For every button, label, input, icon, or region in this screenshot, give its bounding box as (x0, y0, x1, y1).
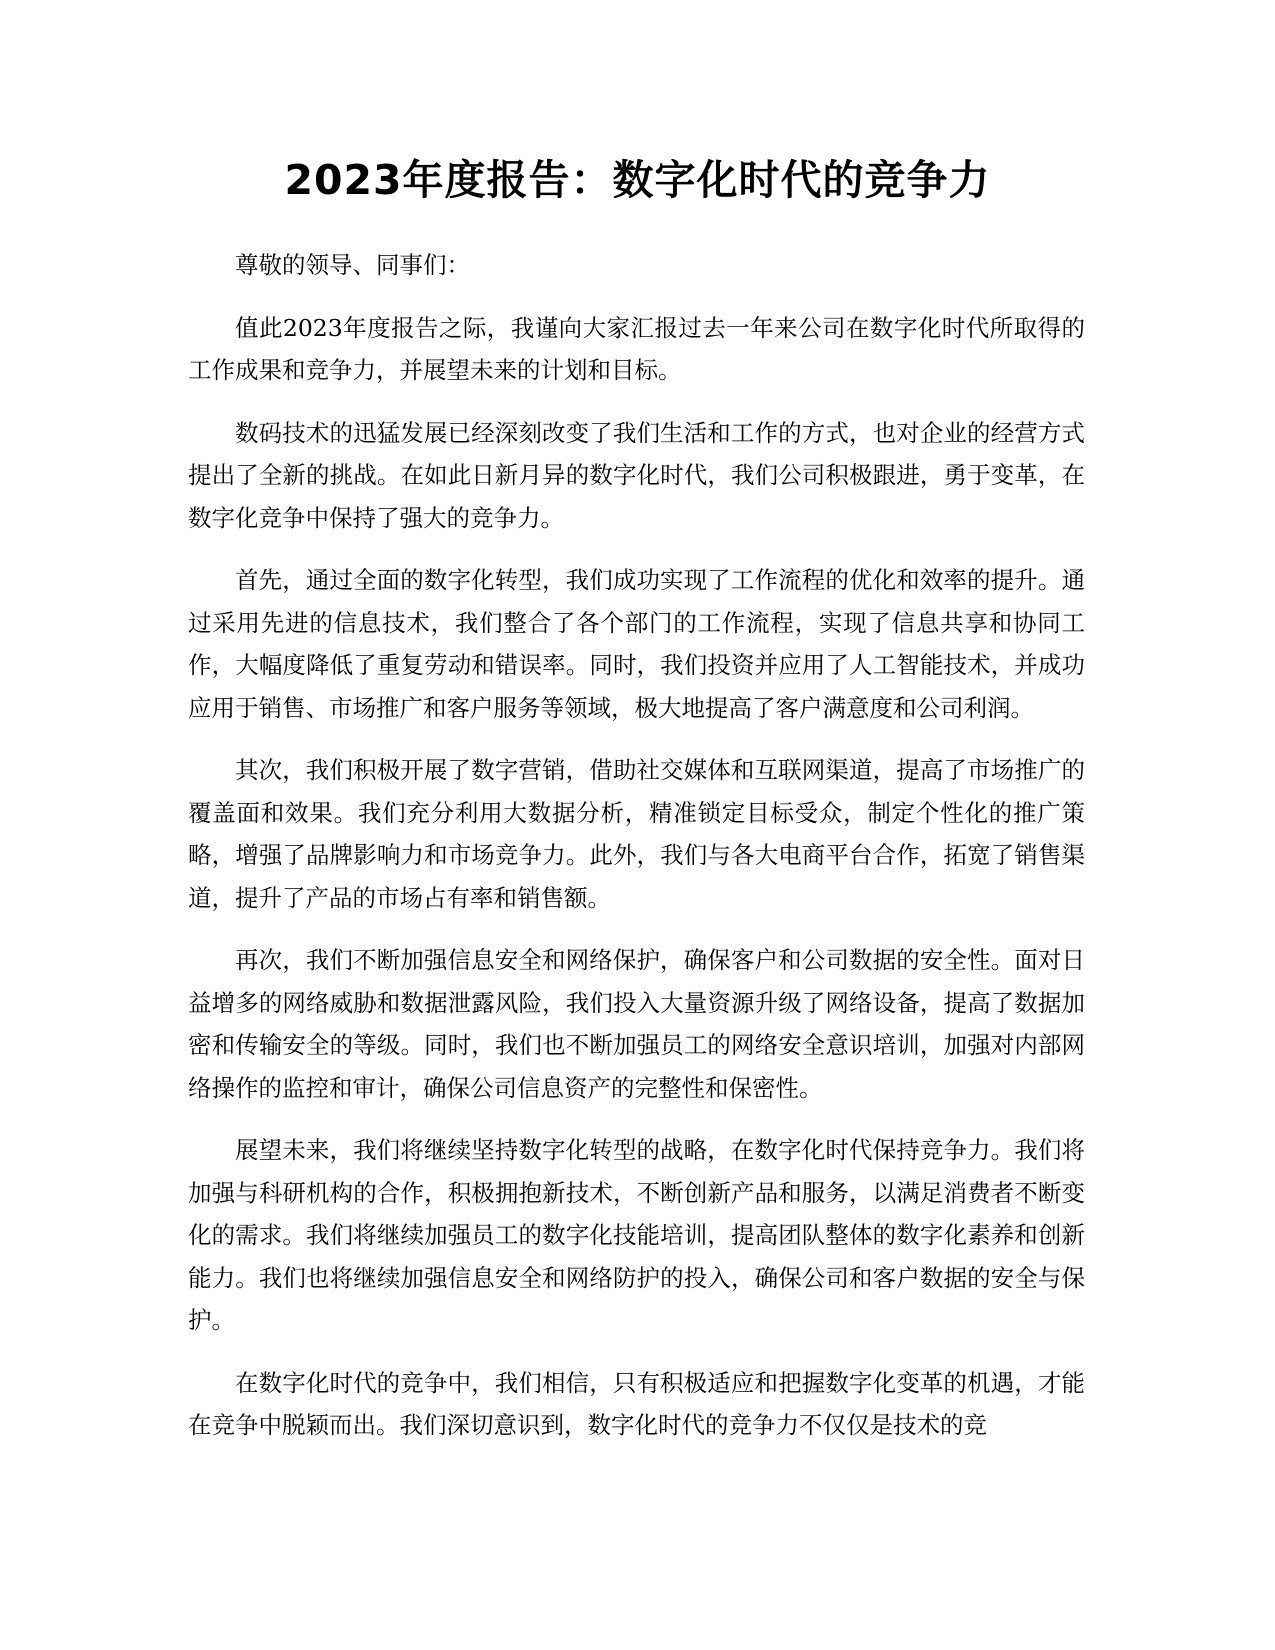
paragraph-intro: 值此2023年度报告之际，我谨向大家汇报过去一年来公司在数字化时代所取得的工作成果和竞争力，并展望未来的计划和目标。 (188, 313, 1085, 384)
document-body (188, 244, 1085, 1467)
paragraph-digital-transformation: 首先，通过全面的数字化转型，我们成功实现了工作流程的优化和效率的提升。通过采用先进的信息技术，我们整合了各个部门的工作流程，实现了信息共享和协同工作，大幅度降低了重复劳动和错误率。同时，我们投资并应用了人工智能技术，并成功应用于销售、市场推广和客户服务等领域，极大地提高了客户满意度和公司利润。 (188, 566, 1085, 722)
paragraph-background: 数码技术的迅猛发展已经深刻改变了我们生活和工作的方式，也对企业的经营方式提出了全新的挑战。在如此日新月异的数字化时代，我们公司积极跟进，勇于变革，在数字化竞争中保持了强大的竞争力。 (188, 418, 1085, 532)
paragraph-salutation: 尊敬的领导、同事们： (235, 251, 470, 279)
paragraph-digital-marketing: 其次，我们积极开展了数字营销，借助社交媒体和互联网渠道，提高了市场推广的覆盖面和效果。我们充分利用大数据分析，精准锁定目标受众，制定个性化的推广策略，增强了品牌影响力和市场竞争力。此外，我们与各大电商平台合作，拓宽了销售渠道，提升了产品的市场占有率和销售额。 (188, 756, 1085, 912)
paragraph-information-security: 再次，我们不断加强信息安全和网络保护，确保客户和公司数据的安全性。面对日益增多的网络威胁和数据泄露风险，我们投入大量资源升级了网络设备，提高了数据加密和传输安全的等级。同时，我们也不断加强员工的网络安全意识培训，加强对内部网络操作的监控和审计，确保公司信息资产的完整性和保密性。 (188, 946, 1085, 1102)
paragraph-outlook: 展望未来，我们将继续坚持数字化转型的战略，在数字化时代保持竞争力。我们将加强与科研机构的合作，积极拥抱新技术，不断创新产品和服务，以满足消费者不断变化的需求。我们将继续加强员工的数字化技能培训，提高团队整体的数字化素养和创新能力。我们也将继续加强信息安全和网络防护的投入，确保公司和客户数据的安全与保护。 (188, 1136, 1085, 1334)
paragraph-conclusion: 在数字化时代的竞争中，我们相信，只有积极适应和把握数字化变革的机遇，才能在竞争中脱颖而出。我们深切意识到，数字化时代的竞争力不仅仅是技术的竞 (188, 1368, 1085, 1439)
document-title: 2023年度报告：数字化时代的竞争力 (284, 156, 991, 204)
